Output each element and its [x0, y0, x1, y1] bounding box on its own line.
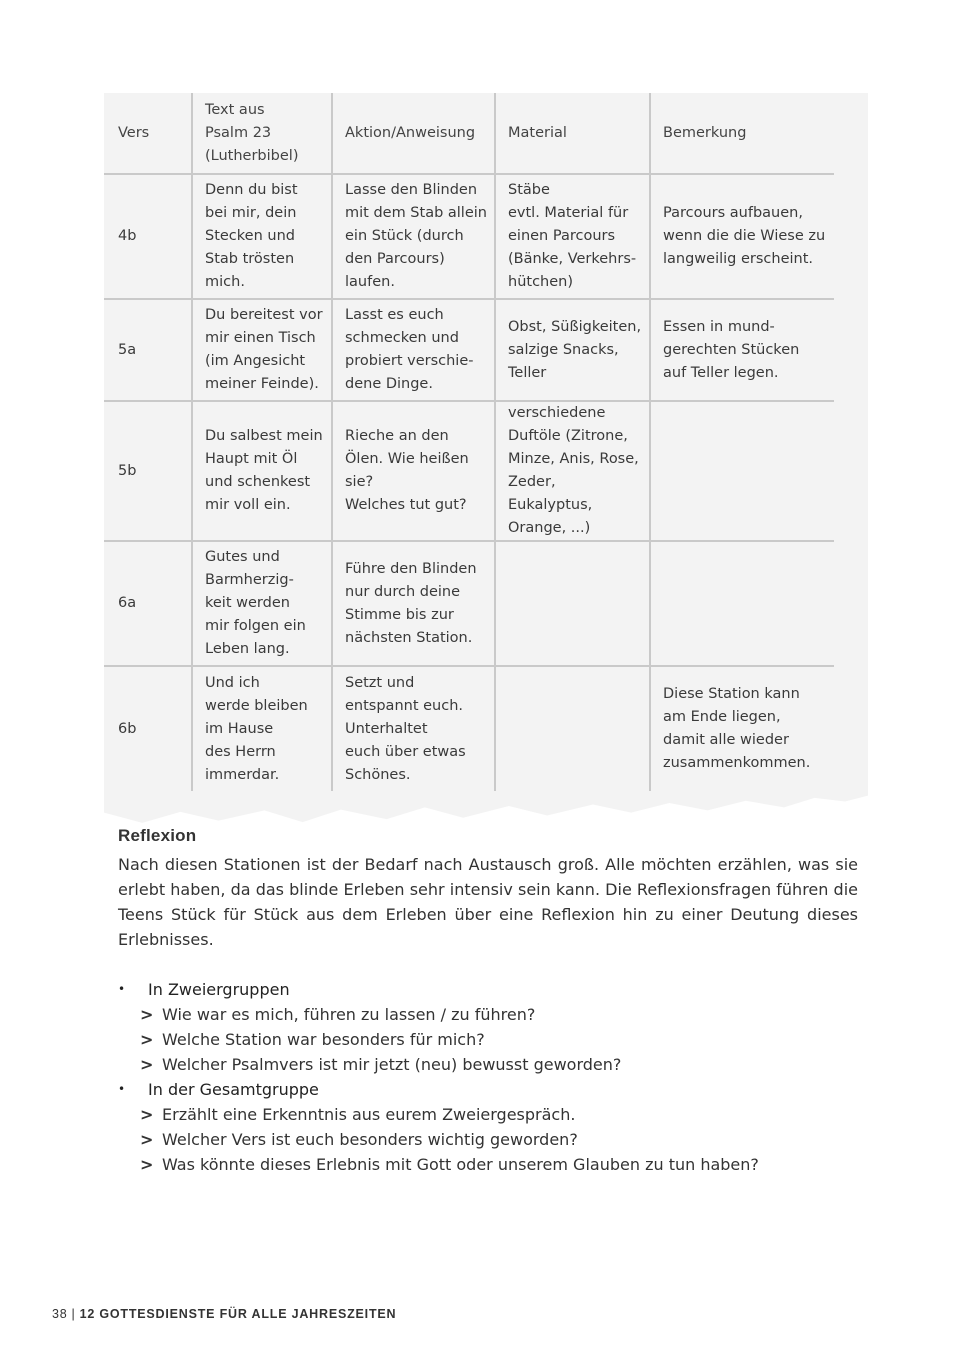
- cell-text: Du bereitest vor mir einen Tisch (im Angesicht meiner Feinde).: [192, 299, 332, 401]
- chevron-right-icon: >: [140, 1005, 154, 1024]
- cell-material: verschiedene Duftöle (Zitrone, Minze, Anis, Rose, Zeder, Eukalyptus, Orange, ...): [495, 401, 650, 541]
- table-row: [104, 174, 834, 299]
- question-item: [140, 1152, 858, 1177]
- question-text: Welche Station war besonders für mich?: [162, 1030, 485, 1049]
- question-text: Welcher Vers ist euch besonders wichtig geworden?: [162, 1130, 578, 1149]
- group-heading: [118, 977, 858, 1002]
- cell-aktion: Führe den Blinden nur durch deine Stimme bis zur nächsten Station.: [332, 541, 495, 666]
- cell-vers: 6a: [104, 541, 192, 666]
- table-row: [104, 541, 834, 666]
- table-row: [104, 401, 834, 541]
- question-item: [140, 1002, 858, 1027]
- page-footer: [52, 1307, 396, 1321]
- header-bemerkung: Bemerkung: [650, 93, 834, 174]
- cell-bemerkung: Parcours aufbauen, wenn die die Wiese zu langweilig erscheint.: [650, 174, 834, 299]
- chevron-right-icon: >: [140, 1105, 154, 1124]
- cell-vers: 6b: [118, 720, 137, 737]
- cell-text: Denn du bist bei mir, dein Stecken und Stab trösten mich.: [192, 174, 332, 299]
- cell-text: Und ich werde bleiben im Hause des Herrn immerdar.: [192, 666, 332, 791]
- header-vers: Vers: [104, 93, 192, 174]
- question-text: Erzählt eine Erkenntnis aus eurem Zweiergespräch.: [162, 1105, 576, 1124]
- cell-bemerkung: [650, 541, 834, 666]
- question-item: [140, 1027, 858, 1052]
- question-text: Was könnte dieses Erlebnis mit Gott oder unserem Glauben zu tun haben?: [162, 1155, 759, 1174]
- cell-material: [495, 666, 650, 791]
- chevron-right-icon: >: [140, 1030, 154, 1049]
- cell-text: Gutes und Barmherzig- keit werden mir folgen ein Leben lang.: [192, 541, 332, 666]
- cell-aktion: Lasst es euch schmecken und probiert verschie- dene Dinge.: [332, 299, 495, 401]
- cell-bemerkung: [650, 401, 834, 541]
- cell-vers: 5b: [104, 401, 192, 541]
- cell-aktion: Rieche an den Ölen. Wie heißen sie? Welches tut gut?: [332, 401, 495, 541]
- header-aktion: Aktion/Anweisung: [332, 93, 495, 174]
- question-item: [140, 1052, 858, 1077]
- question-item: [140, 1127, 858, 1152]
- header-material: Material: [495, 93, 650, 174]
- header-text: Text aus Psalm 23 (Lutherbibel): [192, 93, 332, 174]
- cell-aktion: Lasse den Blinden mit dem Stab allein ein Stück (durch den Parcours) laufen.: [332, 174, 495, 299]
- page-number: 38: [52, 1307, 68, 1321]
- bullet-icon: •: [118, 1082, 126, 1096]
- chevron-right-icon: >: [140, 1155, 154, 1174]
- group-heading: [118, 1077, 858, 1102]
- bullet-icon: •: [118, 982, 126, 996]
- discussion-groups: [118, 977, 858, 1177]
- cell-material: Obst, Süßigkeiten, salzige Snacks, Teller: [495, 299, 650, 401]
- cell-material: [495, 541, 650, 666]
- footer-separator: |: [71, 1307, 76, 1321]
- question-text: Welcher Psalmvers ist mir jetzt (neu) bewusst geworden?: [162, 1055, 622, 1074]
- question-text: Wie war es mich, führen zu lassen / zu führen?: [162, 1005, 536, 1024]
- chevron-right-icon: >: [140, 1130, 154, 1149]
- cell-vers: 5a: [104, 299, 192, 401]
- table-header-row: [104, 93, 834, 174]
- group-title: In Zweiergruppen: [148, 980, 290, 999]
- cell-bemerkung: Essen in mund- gerechten Stücken auf Teller legen.: [650, 299, 834, 401]
- cell-material: Stäbe evtl. Material für einen Parcours (Bänke, Verkehrs- hütchen): [495, 174, 650, 299]
- question-item: [140, 1102, 858, 1127]
- psalm-stations-table: [104, 93, 834, 791]
- book-title: 12 GOTTESDIENSTE FÜR ALLE JAHRESZEITEN: [79, 1307, 397, 1321]
- chevron-right-icon: >: [140, 1055, 154, 1074]
- cell-text: Du salbest mein Haupt mit Öl und schenkest mir voll ein.: [192, 401, 332, 541]
- section-title-reflexion: Reflexion: [118, 826, 197, 845]
- cell-vers: 4b: [104, 174, 192, 299]
- group-title: In der Gesamtgruppe: [148, 1080, 319, 1099]
- cell-bemerkung: Diese Station kann am Ende liegen, damit alle wieder zusammenkommen.: [650, 666, 834, 791]
- reflexion-paragraph: Nach diesen Stationen ist der Bedarf nach Austausch groß. Alle möchten erzählen, was sie erlebt haben, da das blinde Erleben sehr intensiv sein kann. Die Reflexionsfragen führen die Teens Stück für Stück aus dem Erleben über eine Reflexion hin zu einer Deutung dieses Erlebnisses.: [118, 855, 858, 949]
- table-row: [104, 299, 834, 401]
- cell-aktion: Setzt und entspannt euch. Unterhaltet euch über etwas Schönes.: [332, 666, 495, 791]
- table-row: [104, 666, 834, 791]
